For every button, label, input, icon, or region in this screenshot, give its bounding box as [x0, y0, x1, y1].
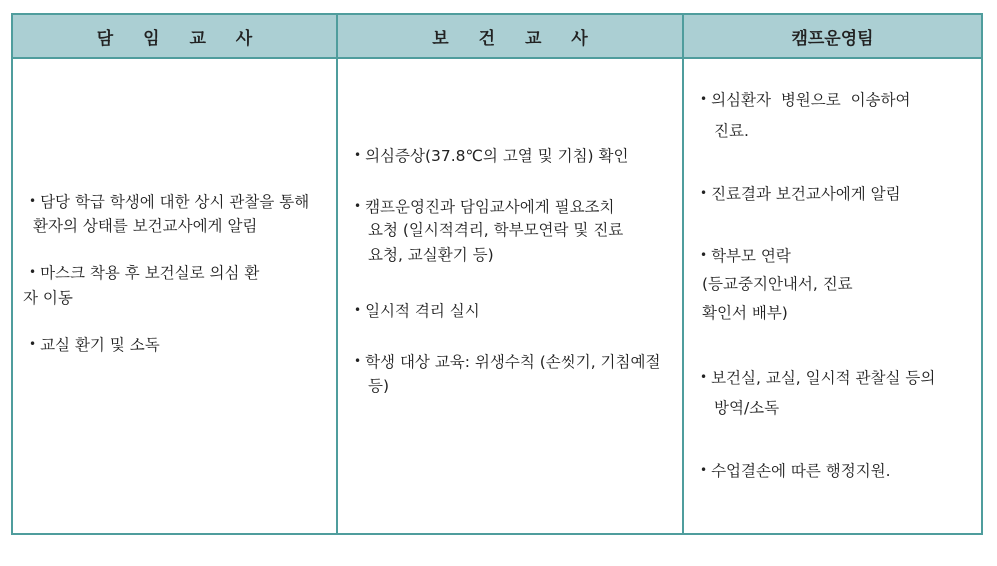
homeroom-item-1-line-2: 환자의 상태를 보건교사에게 알림 — [33, 217, 258, 235]
role-table — [11, 13, 983, 535]
homeroom-item-1 — [29, 190, 309, 213]
health-item-1 — [354, 144, 628, 167]
camp-item-4-line-1: 보건실, 교실, 일시적 관찰실 등의 — [711, 369, 936, 387]
bullet-icon: • — [354, 303, 362, 317]
health-item-2 — [354, 195, 615, 218]
camp-item-1-line-1: 의심환자 병원으로 이송하여 — [711, 91, 911, 109]
health-item-4-line-1: 학생 대상 교육: 위생수칙 (손씻기, 기침예절 — [365, 353, 661, 371]
health-item-4-cont — [368, 375, 389, 397]
camp-item-5 — [700, 459, 891, 482]
header-homeroom-label: 담 임 교 사 — [96, 28, 265, 49]
homeroom-item-2-line-1: 마스크 착용 후 보건실로 의심 환 — [40, 264, 260, 282]
bullet-icon: • — [354, 148, 362, 162]
homeroom-item-1-line-1: 담당 학급 학생에 대한 상시 관찰을 통해 — [40, 193, 310, 211]
camp-item-2-text: 진료결과 보건교사에게 알림 — [711, 185, 901, 203]
bullet-icon: • — [700, 92, 708, 106]
camp-item-3-cont-1 — [702, 273, 853, 295]
camp-item-4-line-2: 방역/소독 — [714, 399, 780, 417]
homeroom-item-2-line-2: 자 이동 — [23, 289, 73, 307]
bullet-icon: • — [700, 248, 708, 262]
camp-item-5-text: 수업결손에 따른 행정지원. — [711, 462, 891, 480]
bullet-icon: • — [29, 337, 37, 351]
camp-column — [684, 59, 981, 533]
camp-item-2 — [700, 182, 901, 205]
camp-item-1 — [700, 88, 910, 111]
camp-item-3 — [700, 244, 791, 267]
camp-item-3-line-2: (등교중지안내서, 진료 — [702, 275, 853, 293]
health-item-2-line-1: 캠프운영진과 담임교사에게 필요조치 — [365, 198, 615, 216]
camp-item-3-cont-2 — [702, 302, 788, 324]
header-health-teacher — [338, 15, 684, 59]
camp-item-4 — [700, 366, 935, 389]
camp-item-1-line-2: 진료. — [714, 122, 749, 140]
homeroom-column — [13, 59, 338, 533]
homeroom-item-3-text: 교실 환기 및 소독 — [40, 336, 160, 354]
health-item-4 — [354, 350, 660, 373]
health-item-3-text: 일시적 격리 실시 — [365, 302, 480, 320]
camp-item-3-line-3: 확인서 배부) — [702, 304, 788, 322]
health-column — [338, 59, 684, 533]
camp-item-1-cont — [714, 120, 749, 142]
header-camp-label: 캠프운영팀 — [791, 28, 874, 49]
bullet-icon: • — [29, 265, 37, 279]
header-health-label: 보 건 교 사 — [432, 28, 600, 49]
homeroom-item-3 — [29, 333, 160, 356]
homeroom-item-2-cont — [23, 287, 73, 309]
health-item-4-line-2: 등) — [368, 377, 390, 395]
bullet-icon: • — [700, 186, 708, 200]
camp-item-4-cont — [714, 397, 779, 419]
health-item-2-cont-2 — [368, 244, 494, 266]
health-item-3 — [354, 299, 480, 322]
bullet-icon: • — [700, 463, 708, 477]
bullet-icon: • — [29, 194, 37, 208]
homeroom-item-2 — [29, 261, 259, 284]
homeroom-item-1-cont — [33, 215, 257, 237]
header-camp-team — [684, 15, 981, 59]
health-item-2-line-3: 요청, 교실환기 등) — [368, 246, 494, 264]
bullet-icon: • — [700, 370, 708, 384]
camp-item-3-line-1: 학부모 연락 — [711, 247, 791, 265]
bullet-icon: • — [354, 354, 362, 368]
health-item-1-text: 의심증상(37.8℃의 고열 및 기침) 확인 — [365, 147, 629, 165]
health-item-2-line-2: 요청 (일시적격리, 학부모연락 및 진료 — [368, 221, 624, 239]
health-item-2-cont-1 — [368, 219, 623, 241]
bullet-icon: • — [354, 199, 362, 213]
header-homeroom-teacher — [13, 15, 338, 59]
